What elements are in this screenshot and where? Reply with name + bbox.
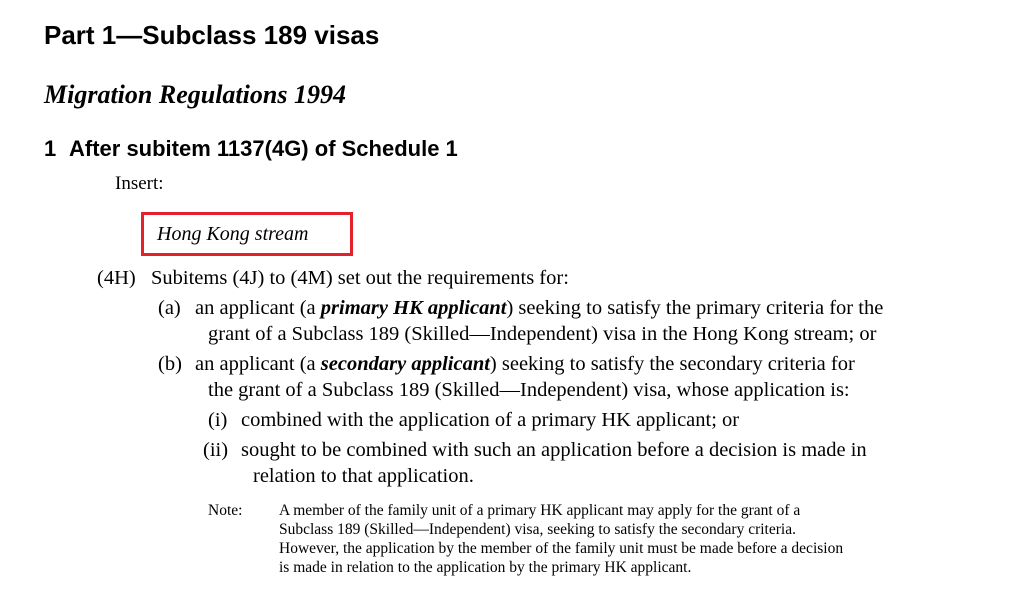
subparagraph-i-label: (i): [208, 409, 228, 431]
paragraph-b-post: ) seeking to satisfy the secondary criteria for: [489, 353, 855, 375]
paragraph-b-label: (b): [158, 353, 182, 375]
item-heading: [44, 136, 458, 162]
subparagraph-ii-line-1: sought to be combined with such an application before a decision is made in: [241, 439, 867, 461]
note-line-4: is made in relation to the application by the primary HK applicant.: [279, 559, 692, 576]
part-title: Part 1—Subclass 189 visas: [44, 20, 380, 50]
paragraph-a-pre: an applicant (a: [195, 297, 321, 319]
defined-term-primary-hk-applicant: primary HK applicant: [320, 297, 507, 319]
subparagraph-ii-line-2: relation to that application.: [253, 465, 474, 487]
paragraph-a-line-2: grant of a Subclass 189 (Skilled—Independent) visa in the Hong Kong stream; or: [208, 323, 877, 345]
subparagraph-ii-label: (ii): [203, 439, 229, 461]
item-number: 1: [44, 136, 57, 161]
paragraph-b-line-2: the grant of a Subclass 189 (Skilled—Independent) visa, whose application is:: [208, 379, 850, 401]
note-label: Note:: [208, 502, 243, 519]
insert-label: Insert:: [115, 173, 164, 194]
subitem-4h-text: Subitems (4J) to (4M) set out the requirements for:: [151, 267, 569, 289]
defined-term-secondary-applicant: secondary applicant: [320, 353, 490, 375]
item-heading-text: After subitem 1137(4G) of Schedule 1: [69, 136, 458, 161]
subparagraph-i-text: combined with the application of a primary HK applicant; or: [241, 409, 740, 431]
paragraph-b-pre: an applicant (a: [195, 353, 321, 375]
stream-heading: Hong Kong stream: [157, 223, 309, 245]
subitem-4h-label: (4H): [97, 267, 136, 289]
paragraph-a-post: ) seeking to satisfy the primary criteria for the: [506, 297, 884, 319]
act-title: Migration Regulations 1994: [44, 80, 346, 109]
note-line-3: However, the application by the member of the family unit must be made before a decision: [279, 540, 844, 557]
note-line-2: Subclass 189 (Skilled—Independent) visa, seeking to satisfy the secondary criteria.: [279, 521, 796, 538]
paragraph-a-label: (a): [158, 297, 181, 319]
note-line-1: A member of the family unit of a primary HK applicant may apply for the grant of a: [279, 502, 801, 519]
paragraph-b-line-1: [195, 353, 855, 376]
paragraph-a-line-1: [195, 297, 883, 320]
